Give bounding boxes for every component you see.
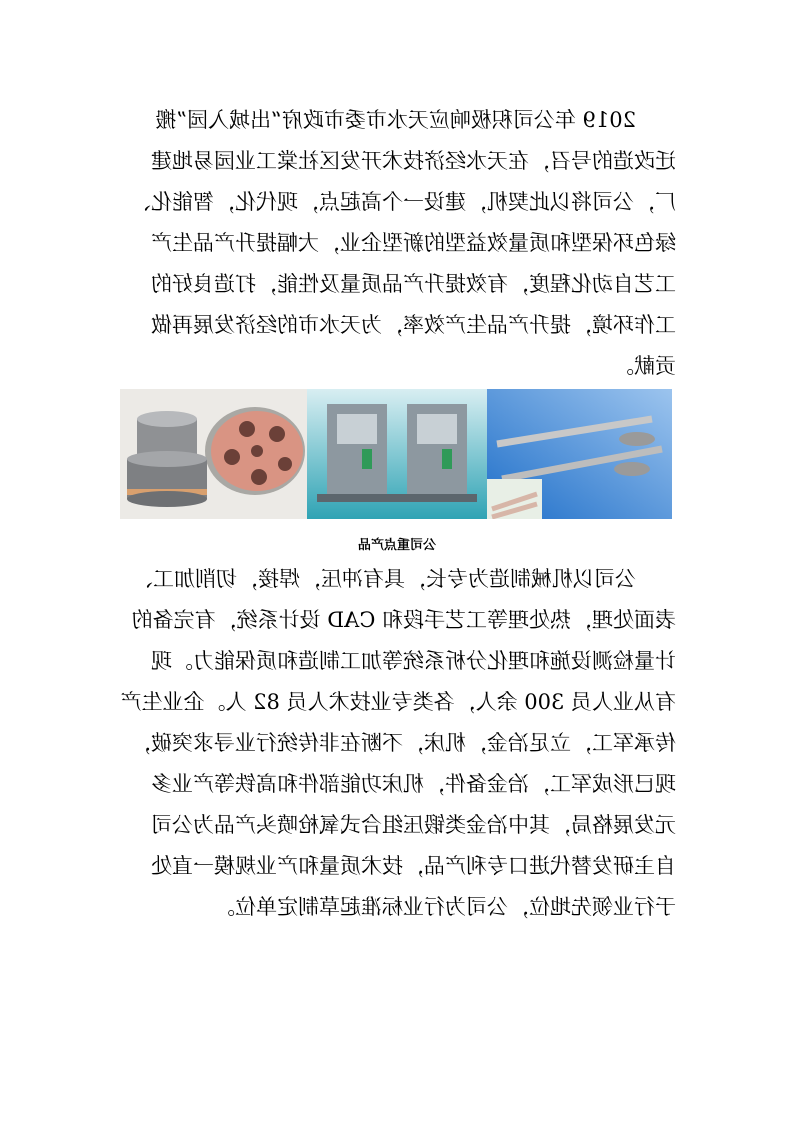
intro-paragraph — [116, 100, 676, 387]
paragraph-line: 2019 年公司积极响应天水市委市政府“出城入园”搬 — [155, 108, 636, 132]
paragraph-line: 公司以机械制造为专长，具有冲压，焊接，切削加工、 — [132, 567, 636, 591]
figure-caption: 公司重点产品 — [358, 538, 437, 553]
paragraph-line: 于行业领先地位，公司为行业标准起草制定单位。 — [214, 895, 676, 919]
paragraph-line: 绿色环保型和质量效益型的新型企业，大幅提升产品生产 — [151, 231, 676, 255]
paragraph-line: 元发展格局，其中冶金类锻压组合式氧枪喷头产品为公司 — [151, 813, 676, 837]
paragraph-line: 计量检测设施和理化分析系统等加工制造和质保能力。现 — [151, 649, 676, 673]
paragraph-line: 表面处理，热处理等工艺手段和 CAD 设计系统，有完备的 — [131, 608, 676, 632]
photo-pipe-assembly — [487, 389, 672, 519]
paragraph-line: 贡献。 — [613, 354, 676, 378]
photo-machine-render — [307, 389, 487, 519]
paragraph-line: 有从业人员 300 余人，各类专业技术人员 82 人。企业生产 — [120, 690, 676, 714]
company-paragraph — [116, 559, 676, 928]
paragraph-line: 现已形成军工，冶金备件，机床功能部件和高铁等产业多 — [151, 772, 676, 796]
paragraph-line: 传承军工，立足冶金，机床，不断在非传统行业寻求突破， — [130, 731, 676, 755]
paragraph-line: 厂，公司将以此契机，建设一个高起点，现代化，智能化、 — [130, 190, 676, 214]
paragraph-line: 自主研发替代进口专利产品，技术质量和产业规模一直处 — [151, 854, 676, 878]
photo-nozzle-parts — [120, 389, 307, 519]
paragraph-line: 迁改造的号召，在天水经济技术开发区社棠工业园易地建 — [151, 149, 676, 173]
paragraph-line: 工作环境，提升产品生产效率，为天水市的经济发展再做 — [151, 313, 676, 337]
product-photo-strip — [120, 389, 672, 519]
paragraph-line: 工艺自动化程度，有效提升产品质量及性能，打造良好的 — [151, 272, 676, 296]
